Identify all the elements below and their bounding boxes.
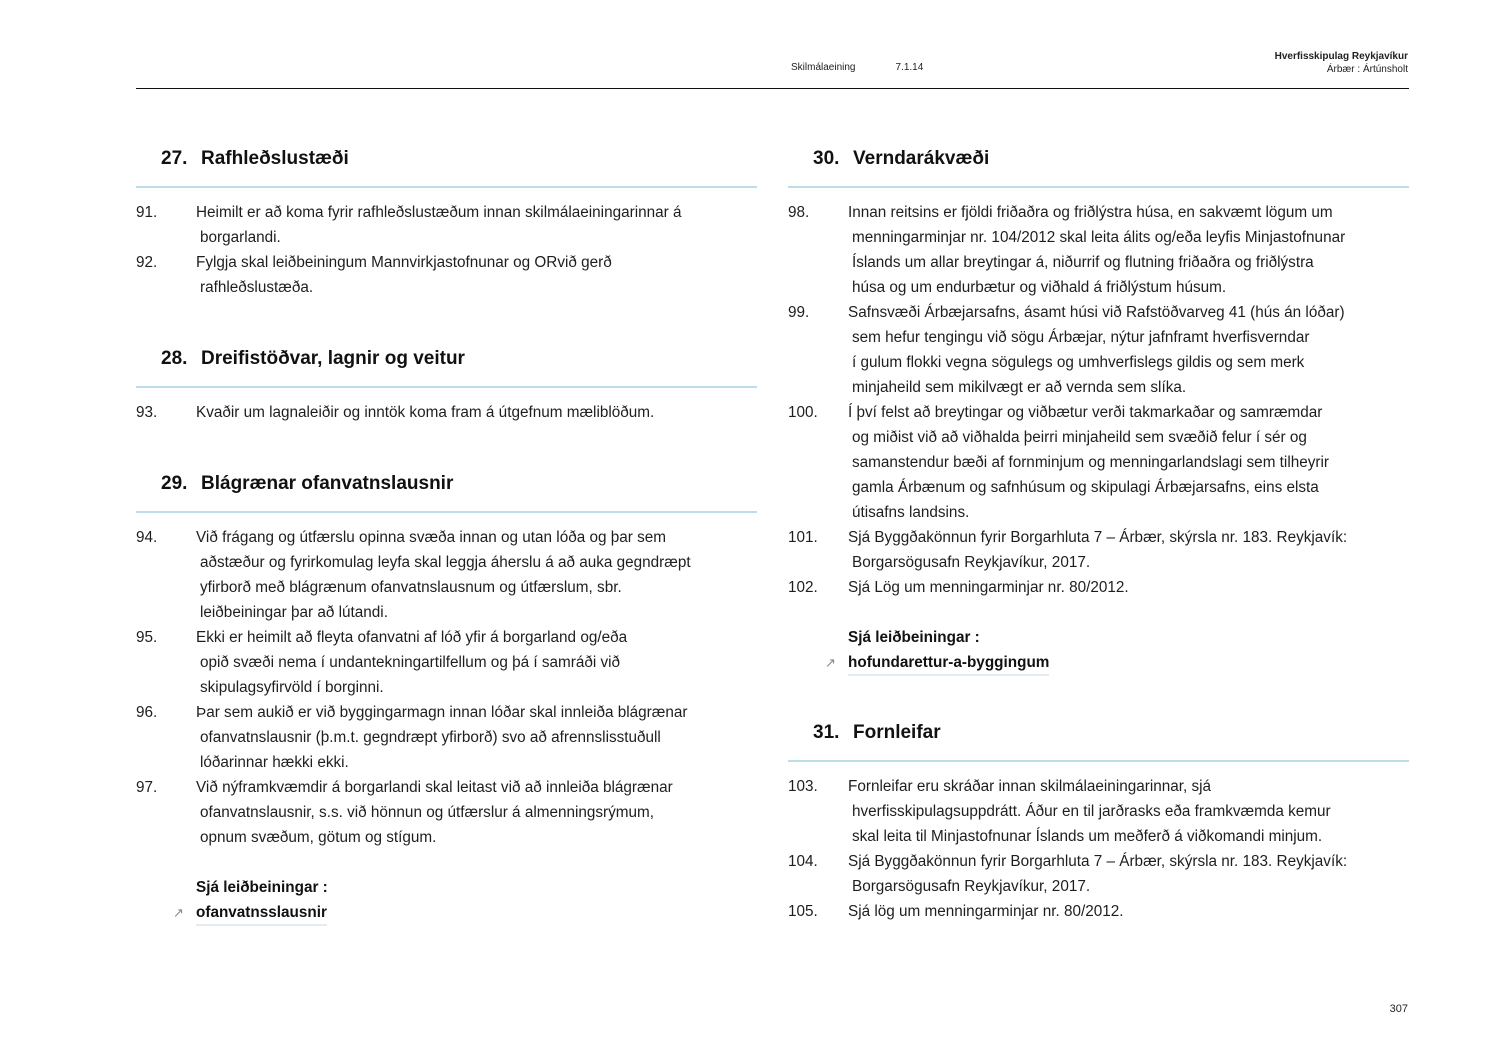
item-text-line: hverfisskipulagsuppdrátt. Áður en til jarðrasks eða framkvæmda kemur: [852, 803, 1331, 820]
item-number: 93.: [136, 404, 158, 421]
item-text: [196, 775, 757, 850]
doc-subtitle: Árbær : Ártúnsholt: [1326, 64, 1408, 75]
item-text-line: opnum svæðum, götum og stígum.: [200, 829, 437, 846]
item-text-line: útisafns landsins.: [852, 504, 970, 521]
guide-link-hofundarettur[interactable]: ↗ hofundarettur-a-byggingum: [848, 652, 1049, 676]
item-list: [136, 525, 757, 850]
item-number: 105.: [788, 903, 818, 920]
item-text: [848, 200, 1409, 300]
item-text-line: menningarminjar nr. 104/2012 skal leita álits og/eða leyfis Minjastofnunar: [852, 229, 1346, 246]
item-text-line: skal leita til Minjastofnunar Íslands um meðferð á viðkomandi minjum.: [852, 828, 1323, 845]
section-label: Skilmálaeining: [791, 62, 856, 73]
section-divider: [136, 186, 757, 188]
item-text-line: Sjá Byggðakönnun fyrir Borgarhluta 7 – Árbær, skýrsla nr. 183. Reykjavík:: [848, 529, 1348, 546]
guide-reference: [788, 625, 1409, 676]
item-text-line: Borgarsögusafn Reykjavíkur, 2017.: [852, 878, 1091, 895]
page-number: 307: [1389, 1003, 1408, 1015]
section-divider: [788, 186, 1409, 188]
running-header-section: [791, 62, 923, 73]
section-30: [788, 138, 1409, 676]
item-text-line: Þar sem aukið er við byggingarmagn innan lóðar skal innleiða blágrænar: [196, 704, 688, 721]
section-number: 7.1.14: [895, 62, 924, 73]
section-heading: 28. Dreifistöðvar, lagnir og veitur: [161, 348, 465, 369]
item-text-line: rafhleðslustæða.: [200, 279, 314, 296]
item-text: [196, 200, 757, 250]
item-text-line: ofanvatnslausnir (þ.m.t. gegndræpt yfirborð) svo að afrennslisstuðull: [200, 729, 661, 746]
item-text: [196, 625, 757, 700]
item-text-line: samanstendur bæði af fornminjum og menningarlandslagi sem tilheyrir: [852, 454, 1329, 471]
item-number: 96.: [136, 704, 158, 721]
item-number: 99.: [788, 304, 810, 321]
running-header-title: [1275, 50, 1408, 76]
item-text-line: minjaheild sem mikilvægt er að vernda sem slíka.: [852, 379, 1187, 396]
item-text-line: Íslands um allar breytingar á, niðurrif og flutning friðaðra og friðlýstra: [852, 254, 1314, 271]
section-heading: 30. Verndarákvæði: [813, 148, 990, 169]
item-number: 101.: [788, 529, 818, 546]
section-divider: [136, 511, 757, 513]
item-text-line: í gulum flokki vegna sögulegs og umhverfislegs gildis og sem merk: [852, 354, 1305, 371]
item-text-line: Við frágang og útfærslu opinna svæða innan og utan lóða og þar sem: [196, 529, 666, 546]
list-item: [788, 899, 1409, 924]
item-text: [196, 525, 757, 625]
item-text: [848, 300, 1409, 400]
guide-label: Sjá leiðbeiningar :: [196, 879, 328, 896]
item-text-line: Borgarsögusafn Reykjavíkur, 2017.: [852, 554, 1091, 571]
item-text-line: Fornleifar eru skráðar innan skilmálaeiningarinnar, sjá: [848, 778, 1212, 795]
list-item: [136, 775, 757, 850]
item-number: 104.: [788, 853, 818, 870]
item-text-line: Sjá lög um menningarminjar nr. 80/2012.: [848, 903, 1124, 920]
item-text-line: Kvaðir um lagnaleiðir og inntök koma fram á útgefnum mæliblöðum.: [196, 404, 655, 421]
item-text-line: Heimilt er að koma fyrir rafhleðslustæðum innan skilmálaeiningarinnar á: [196, 204, 682, 221]
item-text-line: leiðbeiningar þar að lútandi.: [200, 604, 388, 621]
item-text-line: Safnsvæði Árbæjarsafns, ásamt húsi við Rafstöðvarveg 41 (hús án lóðar): [848, 304, 1345, 321]
section-heading: 29. Blágrænar ofanvatnslausnir: [161, 473, 454, 494]
item-text-line: Sjá Lög um menningarminjar nr. 80/2012.: [848, 579, 1129, 596]
item-text: [848, 400, 1409, 525]
item-text-line: yfirborð með blágrænum ofanvatnslausnum og útfærslum, sbr.: [200, 579, 622, 596]
item-text-line: skipulagsyfirvöld í borginni.: [200, 679, 384, 696]
item-text: [848, 575, 1409, 600]
guide-label: Sjá leiðbeiningar :: [848, 629, 980, 646]
item-list: [136, 400, 757, 425]
list-item: [788, 400, 1409, 525]
item-number: 103.: [788, 778, 818, 795]
guide-link-ofanvatnsslausnir[interactable]: ↗ ofanvatnsslausnir: [196, 902, 327, 926]
item-text-line: opið svæði nema í undantekningartilfellum og þá í samráði við: [200, 654, 621, 671]
section-heading: 31. Fornleifar: [813, 722, 941, 743]
item-number: 98.: [788, 204, 810, 221]
item-text: [196, 700, 757, 775]
item-text: [848, 849, 1409, 899]
item-list: [136, 200, 757, 300]
item-text: [848, 899, 1409, 924]
section-heading: 27. Rafhleðslustæði: [161, 148, 349, 169]
item-list: [788, 200, 1409, 600]
list-item: [136, 200, 757, 250]
list-item: [136, 625, 757, 700]
item-text-line: Fylgja skal leiðbeiningum Mannvirkjastofnunar og ORvið gerð: [196, 254, 612, 271]
item-text-line: Innan reitsins er fjöldi friðaðra og friðlýstra húsa, en sakvæmt lögum um: [848, 204, 1333, 221]
item-number: 95.: [136, 629, 158, 646]
header-divider: [136, 88, 1409, 89]
item-text-line: lóðarinnar hækki ekki.: [200, 754, 349, 771]
guide-reference: [136, 875, 757, 926]
list-item: [788, 200, 1409, 300]
section-divider: [788, 760, 1409, 762]
item-text: [848, 525, 1409, 575]
doc-title: Hverfisskipulag Reykjavíkur: [1274, 51, 1408, 62]
list-item: [136, 700, 757, 775]
item-text-line: borgarlandi.: [200, 229, 281, 246]
item-text-line: Ekki er heimilt að fleyta ofanvatni af lóð yfir á borgarland og/eða: [196, 629, 628, 646]
item-list: [788, 774, 1409, 924]
item-text-line: Í því felst að breytingar og viðbætur verði takmarkaðar og samræmdar: [848, 404, 1323, 421]
section-28: [136, 338, 757, 425]
item-text-line: húsa og um endurbætur og viðhald á friðlýstum húsum.: [852, 279, 1227, 296]
item-number: 97.: [136, 779, 158, 796]
item-number: 91.: [136, 204, 158, 221]
item-text-line: aðstæður og fyrirkomulag leyfa skal leggja áherslu á að auka gegndræpt: [200, 554, 691, 571]
item-text-line: sem hefur tengingu við sögu Árbæjar, nýtur jafnframt hverfisverndar: [852, 329, 1310, 346]
item-text-line: Við nýframkvæmdir á borgarlandi skal leitast við að innleiða blágrænar: [196, 779, 673, 796]
item-text-line: ofanvatnslausnir, s.s. við hönnun og útfærslur á almenningsrýmum,: [200, 804, 655, 821]
list-item: [788, 525, 1409, 575]
item-text: [848, 774, 1409, 849]
section-27: [136, 138, 757, 300]
list-item: [136, 250, 757, 300]
item-text: [196, 250, 757, 300]
list-item: [788, 849, 1409, 899]
item-text: [196, 400, 757, 425]
section-29: [136, 463, 757, 926]
list-item: [788, 575, 1409, 600]
item-text-line: Sjá Byggðakönnun fyrir Borgarhluta 7 – Árbær, skýrsla nr. 183. Reykjavík:: [848, 853, 1348, 870]
item-number: 92.: [136, 254, 158, 271]
item-number: 102.: [788, 579, 818, 596]
arrow-up-right-icon: ↗: [825, 655, 836, 670]
list-item: [788, 300, 1409, 400]
arrow-up-right-icon: ↗: [173, 905, 184, 920]
section-31: [788, 712, 1409, 924]
list-item: [788, 774, 1409, 849]
section-divider: [136, 386, 757, 388]
list-item: [136, 525, 757, 625]
item-text-line: og miðist við að viðhalda þeirri minjaheild sem svæðið felur í sér og: [852, 429, 1307, 446]
item-number: 100.: [788, 404, 818, 421]
item-text-line: gamla Árbænum og safnhúsum og skipulagi Árbæjarsafns, eins elsta: [852, 479, 1319, 496]
list-item: [136, 400, 757, 425]
item-number: 94.: [136, 529, 158, 546]
